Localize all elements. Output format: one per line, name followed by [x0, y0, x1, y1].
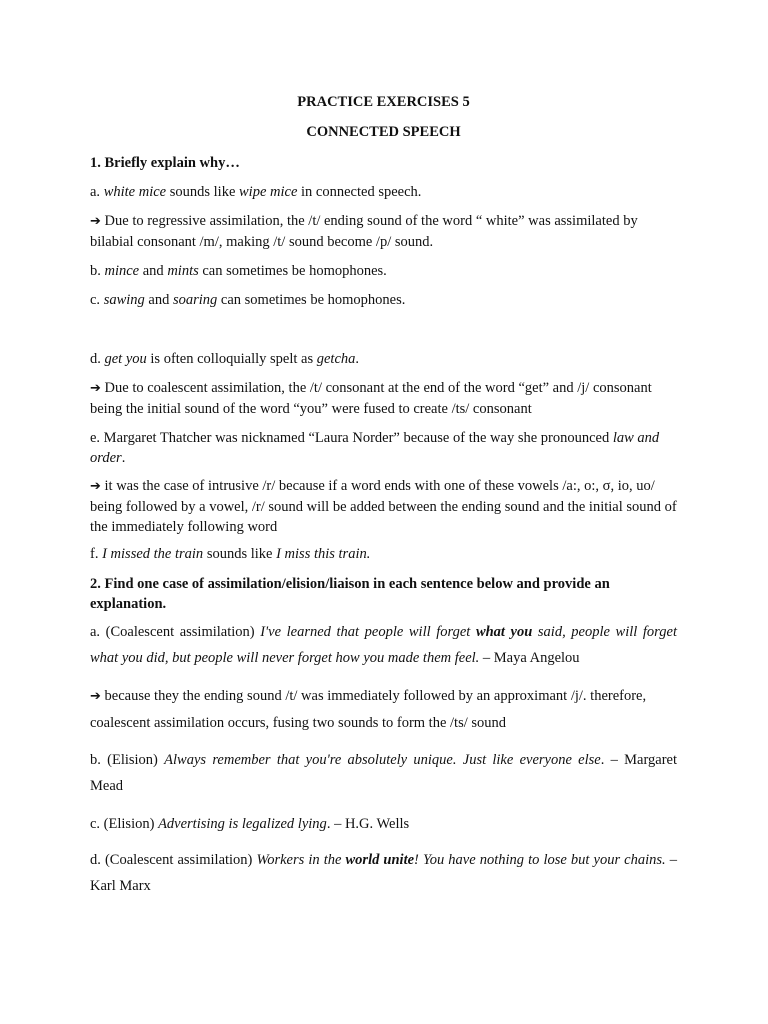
- item-1e: e. Margaret Thatcher was nicknamed “Laura Norder” because of the way she pronounced law and order.: [90, 430, 660, 466]
- item-2a: a. (Coalescent assimilation) I've learned that people will forget what you said, people will forget what you did, but people will never forget how you made them feel. – Maya Angelou: [90, 624, 677, 666]
- item-1d: d. get you is often colloquially spelt as getcha.: [90, 351, 360, 367]
- arrow-icon: ➔: [90, 381, 101, 396]
- item-2c: c. (Elision) Advertising is legalized lying. – H.G. Wells: [90, 816, 410, 832]
- answer-1a: ➔ Due to regressive assimilation, the /t/ ending sound of the word “ white” was assimilated by bilabial consonant /m/, making /t/ sound become /p/ sound.: [90, 213, 638, 250]
- item-1a: a. white mice sounds like wipe mice in connected speech.: [90, 184, 422, 200]
- item-2d: d. (Coalescent assimilation) Workers in the world unite! You have nothing to lose but your chains. – Karl Marx: [90, 852, 677, 894]
- arrow-icon: ➔: [90, 689, 101, 704]
- section1-heading: 1. Briefly explain why…: [90, 155, 240, 171]
- item-1b: b. mince and mints can sometimes be homophones.: [90, 263, 387, 279]
- item-1f: f. I missed the train sounds like I miss this train.: [90, 546, 371, 562]
- answer-1e: ➔ it was the case of intrusive /r/ because if a word ends with one of these vowels /a:, o:, σ, io, uo/ being followed by a vowel, /r/ sound will be added between the ending sound and the initial sound of the immediately following word: [90, 478, 677, 535]
- page-subtitle: CONNECTED SPEECH: [306, 124, 461, 140]
- item-1c: c. sawing and soaring can sometimes be homophones.: [90, 292, 406, 308]
- document-page: [90, 0, 677, 1024]
- section2-heading: 2. Find one case of assimilation/elision/liaison in each sentence below and provide an explanation.: [90, 576, 610, 612]
- arrow-icon: ➔: [90, 479, 101, 494]
- answer-1d: ➔ Due to coalescent assimilation, the /t/ consonant at the end of the word “get” and /j/ consonant being the initial sound of the word “you” were fused to create /ts/ consonant: [90, 380, 652, 417]
- arrow-icon: ➔: [90, 214, 101, 229]
- item-2b: b. (Elision) Always remember that you're absolutely unique. Just like everyone else. – Margaret Mead: [90, 752, 678, 794]
- page-title: PRACTICE EXERCISES 5: [297, 94, 470, 110]
- answer-2a: ➔ because they the ending sound /t/ was immediately followed by an approximant /j/. therefore, coalescent assimilation occurs, fusing two sounds to form the /ts/ sound: [90, 688, 647, 731]
